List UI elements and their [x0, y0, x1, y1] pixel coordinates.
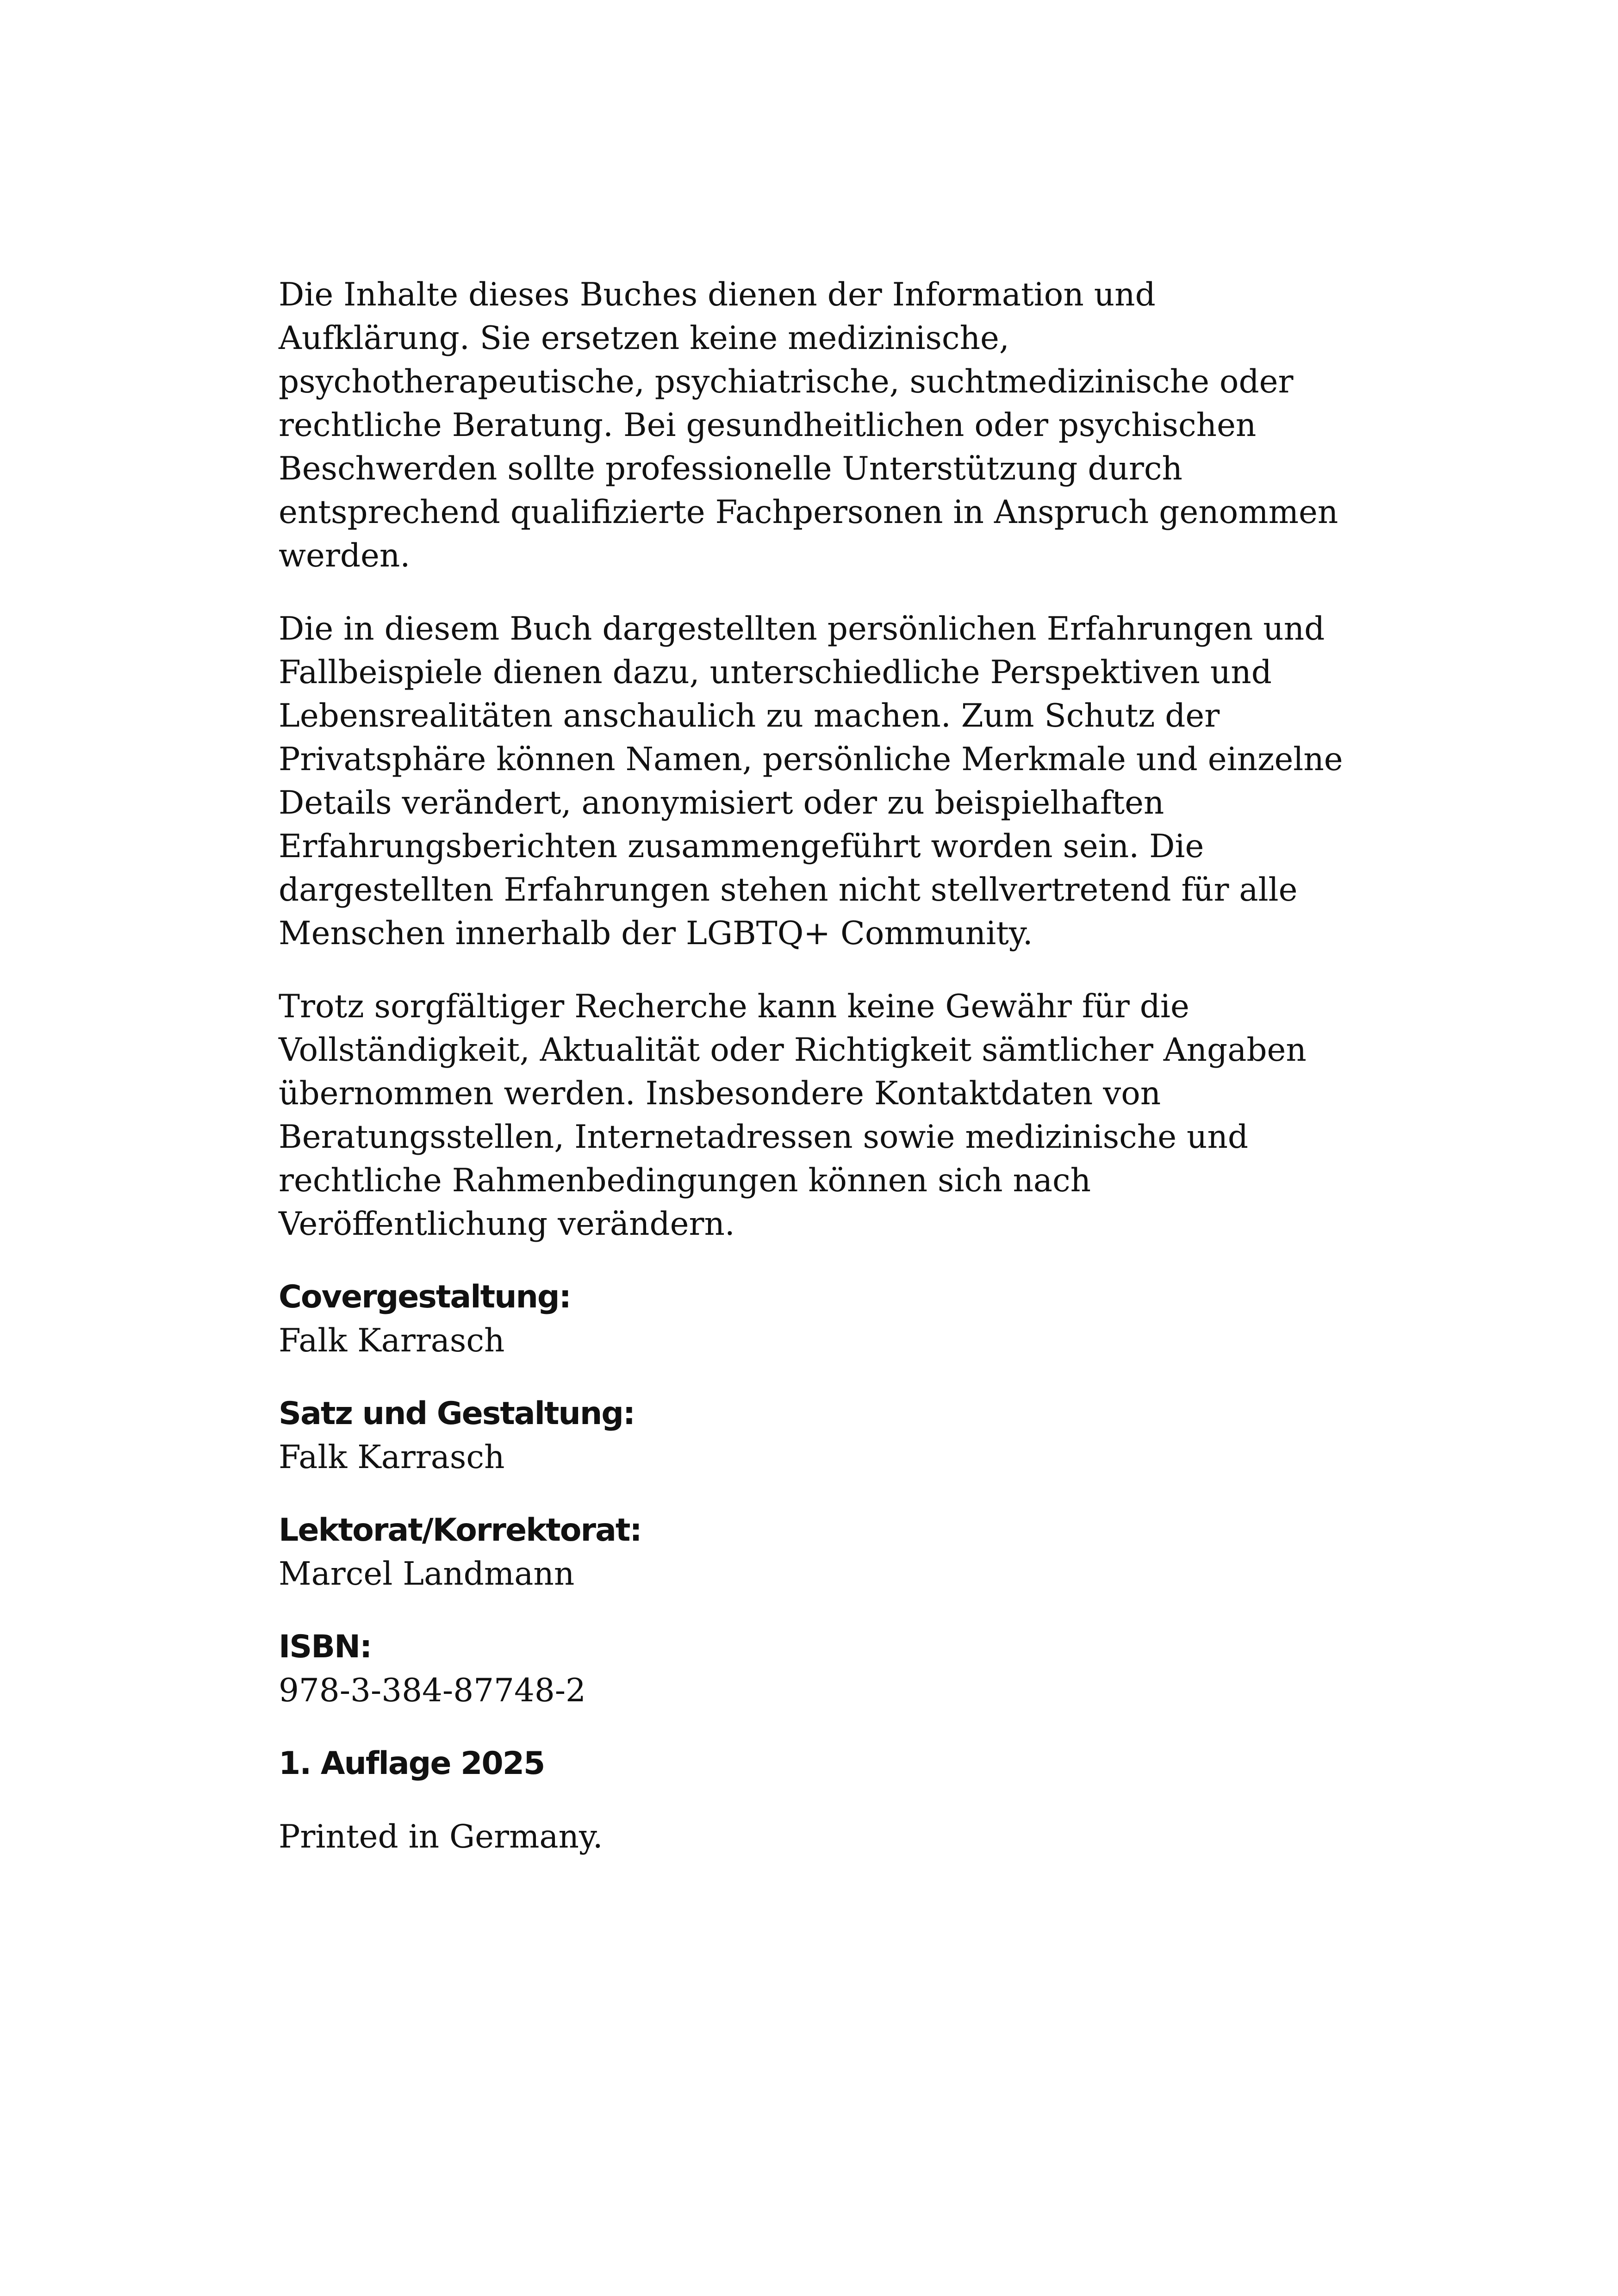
printed-in-note: Printed in Germany. [279, 1818, 603, 1855]
credit-label: Lektorat/Korrektorat: [279, 1512, 641, 1549]
credit-value: Falk Karrasch [279, 1322, 505, 1359]
credit-label: Covergestaltung: [279, 1279, 571, 1315]
credit-label: ISBN: [279, 1629, 372, 1665]
credit-isbn [279, 1625, 1343, 1712]
disclaimer-paragraph-2: Die in diesem Buch dargestellten persönlichen Erfahrungen und Fallbeispiele dienen dazu, unterschiedliche Perspektiven und Lebensrealitäten anschaulich zu machen. Zum Schutz der Privatsphäre können Namen, persönliche Merkmale und einzelne Details verändert, anonymisiert oder zu beispielhaften Erfahrungsberichten zusammengeführt worden sein. Die dargestellten Erfahrungen stehen nicht stellvertretend für alle Menschen innerhalb der LGBTQ+ Community. [279, 610, 1343, 952]
credit-value: Marcel Landmann [279, 1556, 575, 1593]
credit-value: Falk Karrasch [279, 1439, 505, 1476]
credit-typesetting [279, 1392, 1343, 1479]
credit-editing [279, 1509, 1343, 1596]
credit-cover-design [279, 1276, 1343, 1363]
credit-label: Satz und Gestaltung: [279, 1395, 635, 1432]
imprint-content [279, 273, 1343, 1859]
disclaimer-paragraph-1: Die Inhalte dieses Buches dienen der Information und Aufklärung. Sie ersetzen keine medizinische, psychotherapeutische, psychiatrische, suchtmedizinische oder rechtliche Beratung. Bei gesundheitlichen oder psychischen Beschwerden sollte professionelle Unterstützung durch entsprechend qualifizierte Fachpersonen in Anspruch genommen werden. [279, 276, 1338, 574]
edition-label: 1. Auflage 2025 [279, 1745, 545, 1782]
isbn-number: 978-3-384-87748-2 [279, 1672, 586, 1709]
disclaimer-paragraph-3: Trotz sorgfältiger Recherche kann keine Gewähr für die Vollständigkeit, Aktualität oder Richtigkeit sämtlicher Angaben übernommen werden. Insbesondere Kontaktdaten von Beratungsstellen, Internetadressen sowie medizinische und rechtliche Rahmenbedingungen können sich nach Veröffentlichung verändern. [279, 988, 1307, 1243]
